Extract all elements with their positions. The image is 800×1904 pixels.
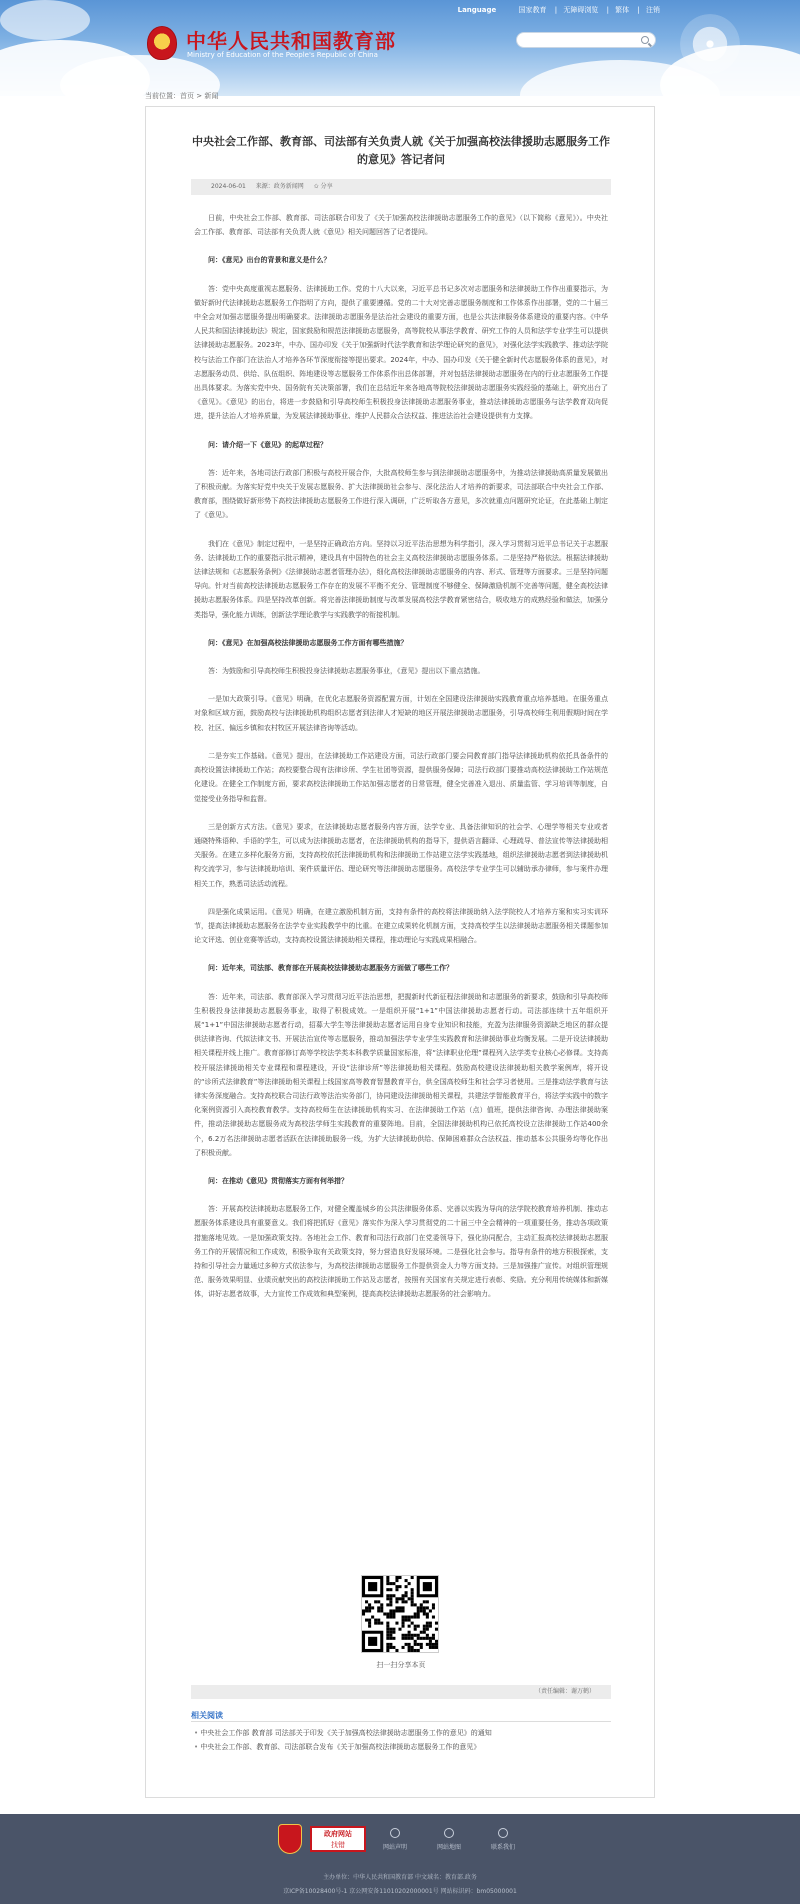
breadcrumb-home[interactable]: 首页 xyxy=(180,92,194,100)
article-title: 中央社会工作部、教育部、司法部有关负责人就《关于加强高校法律援助志愿服务工作的意见》答记者问 xyxy=(192,135,610,166)
question-heading: 问：《意见》出台的背景和意义是什么？ xyxy=(208,256,331,265)
share-button[interactable]: ✩ 分享 xyxy=(313,183,333,190)
article-source: 来源：政务新闻网 xyxy=(255,183,304,190)
footer-icp-info: 京ICP备10028400号-1 京公网安备11010202000001号 网站标识码：bm05000001 xyxy=(283,1888,517,1895)
article-paragraph: 二是夯实工作基础。《意见》提出，在法律援助工作站建设方面，司法行政部门要会同教育部门指导法律援助机构依托具备条件的高校设置法律援助工作站；高校要整合现有法律诊所、学生社团等资源，提供服务保障；司法行政部门要推动高校法律援助工作站规范化建设。在健全工作制度方面，要求高校法律援助工作站加强志愿者的日常管理，健全完善准入退出、质量监管、学习培训等制度，自觉接受业务指导和监督。 xyxy=(194,751,608,803)
breadcrumb-current[interactable]: 新闻 xyxy=(204,92,219,100)
nav-logout[interactable]: 注销 xyxy=(646,6,660,14)
related-list xyxy=(194,1726,492,1754)
site-footer xyxy=(0,1814,800,1904)
footer-sitemap-label: 网站地图 xyxy=(436,1844,461,1851)
article-card xyxy=(145,106,655,1798)
contact-icon xyxy=(498,1828,508,1838)
question-heading: 问：近年来，司法部、教育部在开展高校法律援助志愿服务方面做了哪些工作？ xyxy=(208,964,453,973)
sitemap-icon xyxy=(444,1828,454,1838)
article-paragraph: 我们在《意见》制定过程中，一是坚持正确政治方向。坚持以习近平法治思想为科学指引，深入学习贯彻习近平总书记关于志愿服务、法律援助工作的重要指示批示精神，建设具有中国特色的社会主义高校法律援助志愿服务体系。二是坚持严格依法。根据法律援助法律法规和《志愿服务条例》《法律援助志愿者管理办法》，细化高校法律援助志愿服务的内容、形式、管理等方面要求。三是坚持问题导向。针对当前高校法律援助志愿服务工作存在的发展不平衡不充分、管理制度不够健全、保障激励机制不完善等问题，健全高校法律援助志愿服务体系。四是坚持改革创新。将完善法律援助制度与改革发展高校法学教育紧密结合，吸收地方的成熟经验和做法，加强分类指导，强化能力训练，创新法学理论教学与实践教学的衔接机制。 xyxy=(194,539,608,619)
party-badge-icon[interactable] xyxy=(278,1824,302,1854)
share-label: 分享 xyxy=(320,183,333,190)
nav-accessibility[interactable]: 无障碍浏览 xyxy=(563,6,599,14)
related-item[interactable]: • 中央社会工作部 教育部 司法部关于印发《关于加强高校法律援助志愿服务工作的意见》的通知 xyxy=(194,1726,492,1740)
search-input[interactable] xyxy=(516,32,656,48)
article-paragraph: 答：党中央高度重视志愿服务、法律援助工作。党的十八大以来，习近平总书记多次对志愿服务和法律援助工作作出重要指示，为做好新时代法律援助志愿服务工作指明了方向，提供了重要遵循。党的二十大对完善志愿服务制度和工作体系作出部署，党的二十届三中全会对加强志愿服务提出明确要求。法律援助志愿服务是法治社会建设的重要方面，也是公共法律服务体系建设的重要内容。《中华人民共和国法律援助法》规定，国家鼓励和规范法律援助志愿服务，高等院校从事法学教育、研究工作的人员和法学专业学生可以提供法律援助志愿服务。2023年，中办、国办印发《关于加强新时代法学教育和法学理论研究的意见》，对强化法学实践教学、推动法学院校与法治工作部门在法治人才培养各环节深度衔接等提出要求。2024年，中办、国办印发《关于健全新时代志愿服务体系的意见》，对志愿服务动员、供给、队伍组织、阵地建设等志愿服务工作体系作出总体部署，并对包括法律援助志愿服务在内的行业志愿服务工作提出具体要求。为落实党中央、国务院有关决策部署，我们在总结近年来各地高等院校法律援助志愿服务实践经验的基础上，研究出台了《意见》。《意见》的出台，将进一步鼓励和引导高校师生积极投身法律援助志愿服务事业，推动法律援助志愿服务与法学教育双向促进，提升法治人才培养质量，为发展法律援助事业、维护人民群众合法权益、推进法治社会建设提供有力支撑。 xyxy=(194,284,608,421)
footer-host-info: 主办单位：中华人民共和国教育部 中文域名：教育部.政务 xyxy=(323,1874,477,1881)
footer-contact-label: 联系我们 xyxy=(490,1844,515,1851)
footer-sitemap[interactable] xyxy=(426,1828,472,1851)
qr-caption: 扫一扫分享本页 xyxy=(376,1661,426,1669)
nav-national-edu[interactable]: 国家教育 xyxy=(518,6,547,14)
gov-site-error-logo[interactable] xyxy=(310,1826,366,1852)
qr-code-icon xyxy=(362,1576,438,1652)
footer-statement-label: 网站声明 xyxy=(382,1844,407,1851)
editor-label: （责任编辑：谢万鹤） xyxy=(534,1688,595,1695)
related-item[interactable]: • 中央社会工作部、教育部、司法部联合发布《关于加强高校法律援助志愿服务工作的意见》 xyxy=(194,1740,492,1754)
article-paragraph: 答：开展高校法律援助志愿服务工作，对健全覆盖城乡的公共法律服务体系、完善以实践为导向的法学院校教育培养机制、推动志愿服务体系建设具有重要意义。我们将把抓好《意见》落实作为深入学习贯彻党的二十届三中全会精神的一项重要任务，推动各项政策措施落地见效。一是加强政策支持。各地社会工作、教育和司法行政部门在党委领导下，强化协同配合，主动汇报高校法律援助志愿服务工作的开展情况和工作成效，积极争取有关政策支持，努力营造良好发展环境。二是强化社会参与。指导有条件的地方积极探索，支持和引导社会力量通过多种方式依法参与，为高校法律援助志愿服务工作提供资金人力等方面支持。三是加强推广宣传。对组织管理规范、服务效果明显、业绩贡献突出的高校法律援助工作站及志愿者，按照有关国家有关规定进行表彰、奖励。充分利用传统媒体和新媒体，讲好志愿者故事，大力宣传工作成效和典型案例，提高高校法律援助志愿服务的社会影响力。 xyxy=(194,1205,608,1299)
site-title[interactable]: 中华人民共和国教育部 xyxy=(186,29,396,53)
question-heading: 问：在推动《意见》贯彻落实方面有何举措？ xyxy=(208,1176,348,1185)
article-paragraph: 三是创新方式方法。《意见》要求，在法律援助志愿者服务内容方面，法学专业、具备法律知识的社会学、心理学等相关专业或者通晓特殊语种、手语的学生，可以成为法律援助志愿者，在法律援助机构的指导下，提供语言翻译、心理疏导、普法宣传等法律援助相关服务。在建立多样化服务方面，支持高校依托法律援助机构和法律援助工作站建立法学实践基地，组织法律援助志愿者到法律援助机构交流学习，参与法律援助培训、案件质量评估、理论研究等法律援助志愿服务。高校法学专业学生可以辅助承办律师，参与案件办理相关工作，熟悉司法活动流程。 xyxy=(194,822,608,888)
gov-logo-line1: 政府网站 xyxy=(324,1830,352,1838)
search-icon[interactable] xyxy=(641,36,649,44)
article-paragraph: 答：近年来，司法部、教育部深入学习贯彻习近平法治思想，把握新时代新征程法律援助和志愿服务的新要求，鼓励和引导高校师生积极投身法律援助志愿服务事业，取得了积极成效。一是组织开展“1+1”中国法律援助志愿者行动。司法部连续十五年组织开展“1+1”中国法律援助志愿者行动，招募大学生等法律援助志愿者运用自身专业知识和技能，充盈为法律服务资源缺乏地区的群众提供法律咨询、代拟法律文书、开展法治宣传等志愿服务，推动加强法学专业学生实践教育和法律援助事业均衡发展。二是开设法律援助相关课程并线上推广。教育部修订高等学校法学类本科教学质量国家标准，将“法律职业伦理”课程列入法学类专业核心必修课。支持高校开展法律援助相关专业课程和课程建设，开设“法律诊所”等法律援助相关课程。鼓励高校建设法律援助相关教学案例库，将开设的“诊所式法律教育”等法律援助相关课程上线国家高等教育智慧教育平台，供全国高校师生和社会学习者使用。三是推动法学教育与法律实务深度融合。支持高校联合司法行政等法治实务部门，协同建设法律援助相关课程，共建法学智能教育平台，将法学实践中的数字化案例资源引入高校教育教学。支持高校师生在法律援助机构实习、在法律援助工作站（点）值班，提供法律咨询、办理法律援助案件，推动法律援助志愿服务成为高校法学师生实践教育的重要阵地。目前，全国法律援助机构已依托高校设立法律援助工作站400余个，6.2万名法律援助志愿者活跃在法律援助服务一线，为扩大法律援助供给、保障困难群众合法权益、推动基本公共服务均等化作出了积极贡献。 xyxy=(194,992,608,1157)
article-paragraph: 四是强化成果运用。《意见》明确，在建立激励机制方面，支持有条件的高校将法律援助纳入法学院校人才培养方案和实习实训环节，提高法律援助志愿服务在法学专业实践教学中的比重。在建立成果转化机制方面，支持高校学生以法律援助志愿服务相关课题参加论文评选、创业竞赛等活动，支持高校设置法律援助相关课程，推动理论与实践成果相融合。 xyxy=(194,907,608,945)
article-date: 2024-06-01 xyxy=(211,183,246,190)
editor-bar xyxy=(191,1685,611,1699)
site-header xyxy=(0,0,800,96)
article-meta xyxy=(191,179,611,195)
article-paragraph: 答：近年来，各地司法行政部门积极与高校开展合作，大批高校师生参与到法律援助志愿服务中，为推动法律援助高质量发展做出了积极贡献。为落实好党中央关于发展志愿服务、扩大法律援助社会参与、深化法治人才培养的新要求，司法部联合中央社会工作部、教育部，围绕做好新形势下高校法律援助志愿服务工作进行深入调研，广泛听取各方意见，多次就重点问题研究论证，在此基础上制定了《意见》。 xyxy=(194,468,608,520)
national-emblem-icon xyxy=(147,26,177,60)
article-paragraph: 日前，中央社会工作部、教育部、司法部联合印发了《关于加强高校法律援助志愿服务工作的意见》（以下简称《意见》）。中央社会工作部、教育部、司法部有关负责人就《意见》相关问题回答了记者提问。 xyxy=(194,214,608,237)
breadcrumb-sep: > xyxy=(194,92,205,100)
qr-code xyxy=(361,1575,439,1653)
statement-icon xyxy=(390,1828,400,1838)
question-heading: 问：《意见》在加强高校法律援助志愿服务工作方面有哪些措施？ xyxy=(208,638,408,647)
related-divider xyxy=(191,1721,611,1722)
footer-statement[interactable] xyxy=(372,1828,418,1851)
article-paragraph: 一是加大政策引导。《意见》明确，在优化志愿服务资源配置方面，计划在全国建设法律援助实践教育重点培养基地。在服务重点对象和区域方面，鼓励高校与法律援助机构组织志愿者到法律人才短缺的地区开展法律援助志愿服务，引导高校师生利用假期时间在学校、社区、偏远乡镇和农村牧区开展法律咨询等活动。 xyxy=(194,695,608,732)
article-body xyxy=(194,211,608,1316)
top-nav: Language 国家教育 | 无障碍浏览 | 繁体 | 注销 xyxy=(457,6,660,14)
article-paragraph: 答：为鼓励和引导高校师生积极投身法律援助志愿服务事业，《意见》提出以下重点措施。 xyxy=(208,667,485,676)
nav-language[interactable]: Language xyxy=(457,6,497,14)
site-subtitle: Ministry of Education of the People's Republic of China xyxy=(187,51,378,59)
gov-logo-line2: 找错 xyxy=(331,1841,345,1849)
nav-traditional[interactable]: 繁体 xyxy=(615,6,630,14)
related-title: 相关阅读 xyxy=(191,1711,223,1720)
breadcrumb-prefix: 当前位置： xyxy=(145,92,180,100)
dandelion-decoration xyxy=(680,14,740,74)
breadcrumb xyxy=(145,91,218,101)
footer-contact[interactable] xyxy=(480,1828,526,1851)
question-heading: 问：请介绍一下《意见》的起草过程？ xyxy=(208,440,327,449)
